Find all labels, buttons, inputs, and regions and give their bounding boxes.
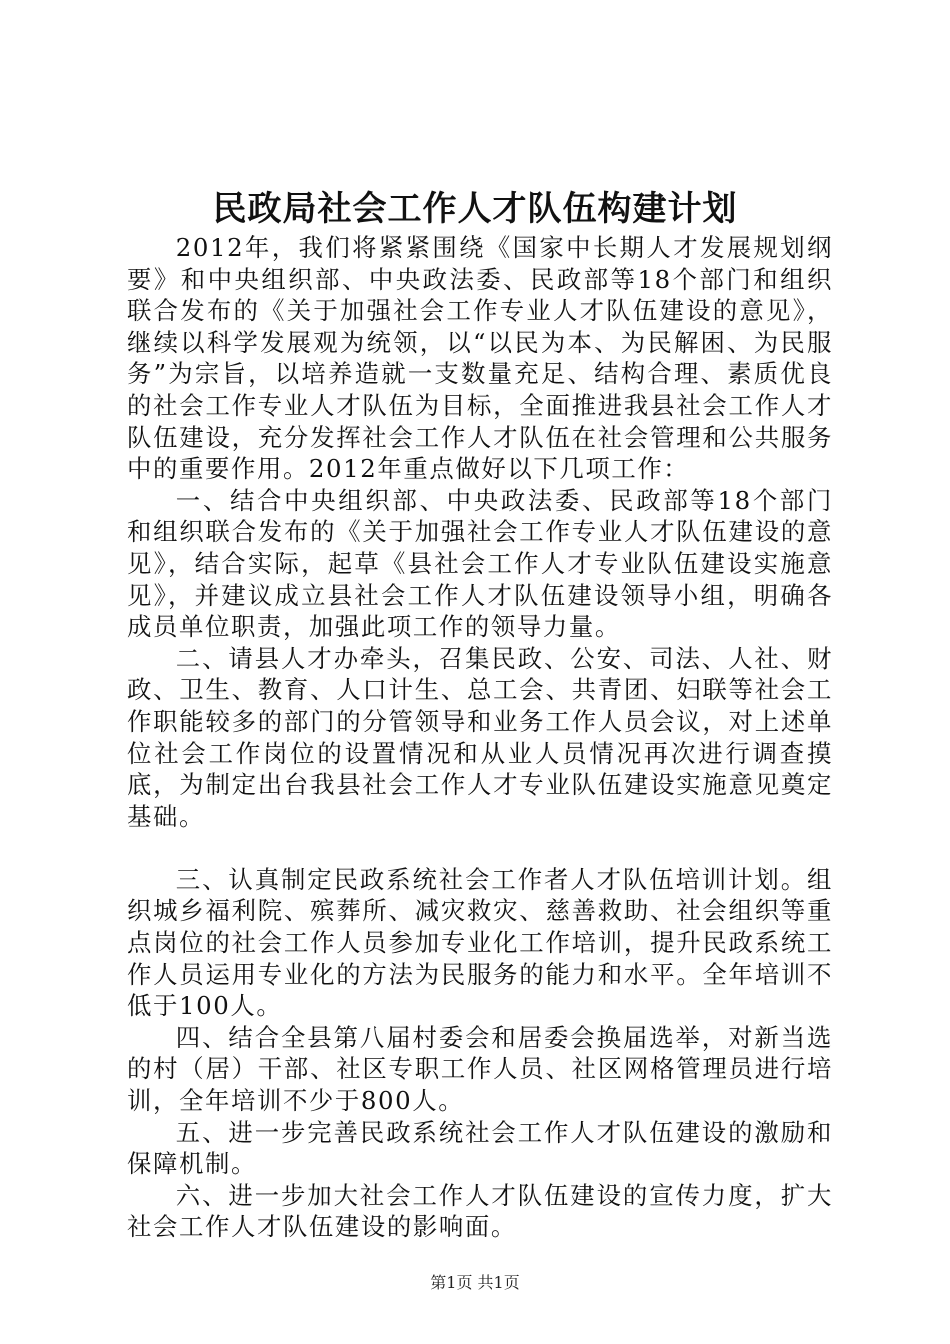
blank-line (127, 832, 833, 864)
page-number: 第1页 (430, 1273, 473, 1292)
paragraph-item-6: 六、进一步加大社会工作人才队伍建设的宣传力度，扩大社会工作人才队伍建设的影响面。 (127, 1180, 833, 1242)
page-total: 共1页 (477, 1273, 520, 1292)
paragraph-item-1: 一、结合中央组织部、中央政法委、民政部等18个部门和组织联合发布的《关于加强社会工作专业人才队伍建设的意见》，结合实际，起草《县社会工作人才专业队伍建设实施意见》，并建议成立县社会工作人才队伍建设领导小组，明确各成员单位职责，加强此项工作的领导力量。 (127, 485, 833, 642)
document-body (127, 232, 833, 1243)
paragraph-item-3: 三、认真制定民政系统社会工作者人才队伍培训计划。组织城乡福利院、殡葬所、减灾救灾、慈善救助、社会组织等重点岗位的社会工作人员参加专业化工作培训，提升民政系统工作人员运用专业化的方法为民服务的能力和水平。全年培训不低于100人。 (127, 864, 833, 1021)
paragraph-item-4: 四、结合全县第八届村委会和居委会换届选举，对新当选的村（居）干部、社区专职工作人员、社区网格管理员进行培训，全年培训不少于800人。 (127, 1022, 833, 1116)
paragraph-intro: 2012年，我们将紧紧围绕《国家中长期人才发展规划纲要》和中央组织部、中央政法委、民政部等18个部门和组织联合发布的《关于加强社会工作专业人才队伍建设的意见》，继续以科学发展观为统领，以“以民为本、为民解困、为民服务”为宗旨，以培养造就一支数量充足、结构合理、素质优良的社会工作专业人才队伍为目标，全面推进我县社会工作人才队伍建设，充分发挥社会工作人才队伍在社会管理和公共服务中的重要作用。2012年重点做好以下几项工作： (127, 233, 833, 484)
paragraph-item-5: 五、进一步完善民政系统社会工作人才队伍建设的激励和保障机制。 (127, 1117, 833, 1179)
document-title: 民政局社会工作人才队伍构建计划 (212, 189, 738, 229)
paragraph-item-2: 二、请县人才办牵头，召集民政、公安、司法、人社、财政、卫生、教育、人口计生、总工会、共青团、妇联等社会工作职能较多的部门的分管领导和业务工作人员会议，对上述单位社会工作岗位的设置情况和从业人员情况再次进行调查摸底，为制定出台我县社会工作人才专业队伍建设实施意见奠定基础。 (127, 643, 833, 831)
page-footer (0, 1272, 950, 1294)
